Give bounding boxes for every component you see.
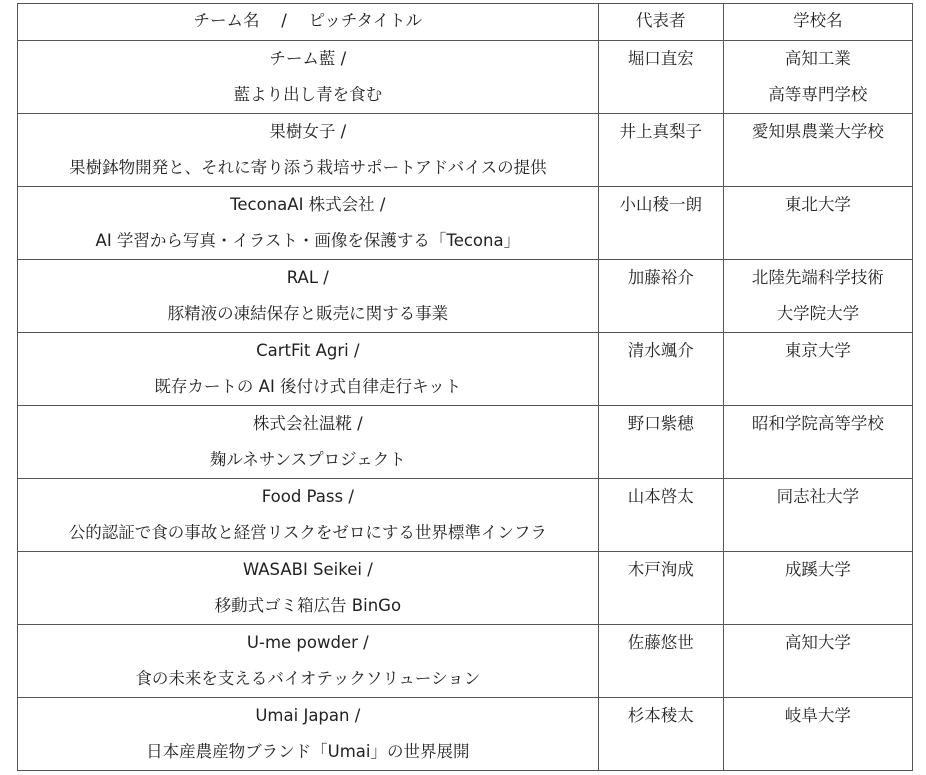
school-name-line-1: 北陸先端科学技術 bbox=[751, 268, 884, 287]
team-name: 果樹女子 / bbox=[269, 122, 347, 141]
representative-cell bbox=[598, 187, 723, 260]
school-name-line-2: 大学院大学 bbox=[776, 304, 860, 323]
team-name: Umai Japan / bbox=[255, 706, 361, 725]
team-name: RAL / bbox=[286, 268, 329, 287]
table-row bbox=[18, 114, 913, 187]
team-name: TeconaAI 株式会社 / bbox=[230, 195, 386, 214]
school-cell bbox=[723, 41, 912, 114]
school-cell bbox=[723, 114, 912, 187]
school-cell bbox=[723, 333, 912, 406]
representative-name: 清水颯介 bbox=[627, 341, 694, 360]
school-name-line-2 bbox=[724, 150, 912, 186]
table-row bbox=[18, 187, 913, 260]
pitch-teams-table bbox=[17, 3, 913, 771]
representative-cell bbox=[598, 114, 723, 187]
team-pitch-cell bbox=[18, 698, 599, 771]
school-name-line-1: 愛知県農業大学校 bbox=[751, 122, 884, 141]
table-row bbox=[18, 625, 913, 698]
team-pitch-cell bbox=[18, 260, 599, 333]
table-row bbox=[18, 260, 913, 333]
header-team-pitch: チーム名 / ピッチタイトル bbox=[18, 4, 599, 41]
table-row bbox=[18, 406, 913, 479]
pitch-title: 日本産農産物ブランド「Umai」の世界展開 bbox=[146, 742, 470, 761]
pitch-title: 食の未来を支えるバイオテックソリューション bbox=[135, 669, 481, 688]
pitch-title: 豚精液の凍結保存と販売に関する事業 bbox=[167, 304, 449, 323]
school-name-line-1: 同志社大学 bbox=[776, 487, 860, 506]
table-row bbox=[18, 41, 913, 114]
team-pitch-cell bbox=[18, 479, 599, 552]
school-name-line-2 bbox=[724, 369, 912, 405]
school-name-line-2 bbox=[724, 442, 912, 478]
table-row bbox=[18, 479, 913, 552]
team-pitch-cell bbox=[18, 114, 599, 187]
team-name: U-me powder / bbox=[246, 633, 369, 652]
representative-name: 佐藤悠世 bbox=[627, 633, 694, 652]
school-name-line-1: 東北大学 bbox=[784, 195, 851, 214]
representative-cell bbox=[598, 333, 723, 406]
school-name-line-2 bbox=[724, 515, 912, 551]
table-row bbox=[18, 333, 913, 406]
representative-name: 野口紫穂 bbox=[627, 414, 694, 433]
team-name: WASABI Seikei / bbox=[242, 560, 373, 579]
school-name-line-1: 高知大学 bbox=[784, 633, 851, 652]
team-pitch-cell bbox=[18, 41, 599, 114]
team-pitch-cell bbox=[18, 625, 599, 698]
school-name-line-2 bbox=[724, 661, 912, 697]
table-row bbox=[18, 552, 913, 625]
team-pitch-cell bbox=[18, 187, 599, 260]
table-header-row bbox=[18, 4, 913, 41]
representative-cell bbox=[598, 698, 723, 771]
representative-cell bbox=[598, 552, 723, 625]
representative-name: 井上真梨子 bbox=[619, 122, 702, 141]
school-name-line-1: 東京大学 bbox=[784, 341, 851, 360]
school-cell bbox=[723, 552, 912, 625]
team-name: CartFit Agri / bbox=[256, 341, 360, 360]
school-name-line-1: 高知工業 bbox=[784, 49, 851, 68]
team-name: チーム藍 / bbox=[269, 49, 347, 68]
school-cell bbox=[723, 698, 912, 771]
school-name-line-2 bbox=[724, 223, 912, 259]
representative-name: 小山稜一朗 bbox=[619, 195, 702, 214]
pitch-title: 移動式ゴミ箱広告 BinGo bbox=[214, 596, 402, 615]
team-pitch-cell bbox=[18, 333, 599, 406]
representative-name: 杉本稜太 bbox=[627, 706, 694, 725]
pitch-title: 藍より出し青を食む bbox=[233, 85, 383, 104]
school-name-line-2 bbox=[724, 734, 912, 770]
school-name-line-1: 成蹊大学 bbox=[784, 560, 851, 579]
representative-name: 堀口直宏 bbox=[627, 49, 694, 68]
school-cell bbox=[723, 479, 912, 552]
pitch-title: 既存カートの AI 後付け式自律走行キット bbox=[154, 377, 462, 396]
team-pitch-cell bbox=[18, 552, 599, 625]
pitch-title: 公的認証で食の事故と経営リスクをゼロにする世界標準インフラ bbox=[68, 523, 547, 542]
school-cell bbox=[723, 625, 912, 698]
table-body bbox=[18, 4, 913, 771]
representative-name: 木戸洵成 bbox=[627, 560, 694, 579]
table-row bbox=[18, 698, 913, 771]
team-name: Food Pass / bbox=[261, 487, 354, 506]
school-name-line-1: 昭和学院高等学校 bbox=[751, 414, 884, 433]
representative-cell bbox=[598, 406, 723, 479]
school-cell bbox=[723, 260, 912, 333]
representative-name: 山本啓太 bbox=[627, 487, 694, 506]
team-name: 株式会社温糀 / bbox=[252, 414, 363, 433]
school-name-line-2: 高等専門学校 bbox=[768, 85, 868, 104]
representative-name: 加藤裕介 bbox=[627, 268, 694, 287]
pitch-title: AI 学習から写真・イラスト・画像を保護する「Tecona」 bbox=[95, 231, 521, 250]
pitch-title: 麹ルネサンスプロジェクト bbox=[209, 450, 406, 469]
school-name-line-2 bbox=[724, 588, 912, 624]
representative-cell bbox=[598, 41, 723, 114]
representative-cell bbox=[598, 260, 723, 333]
representative-cell bbox=[598, 479, 723, 552]
school-cell bbox=[723, 406, 912, 479]
header-school: 学校名 bbox=[723, 4, 912, 41]
school-name-line-1: 岐阜大学 bbox=[784, 706, 851, 725]
pitch-title: 果樹鉢物開発と、それに寄り添う栽培サポートアドバイスの提供 bbox=[69, 158, 547, 177]
school-cell bbox=[723, 187, 912, 260]
header-representative: 代表者 bbox=[598, 4, 723, 41]
representative-cell bbox=[598, 625, 723, 698]
team-pitch-cell bbox=[18, 406, 599, 479]
